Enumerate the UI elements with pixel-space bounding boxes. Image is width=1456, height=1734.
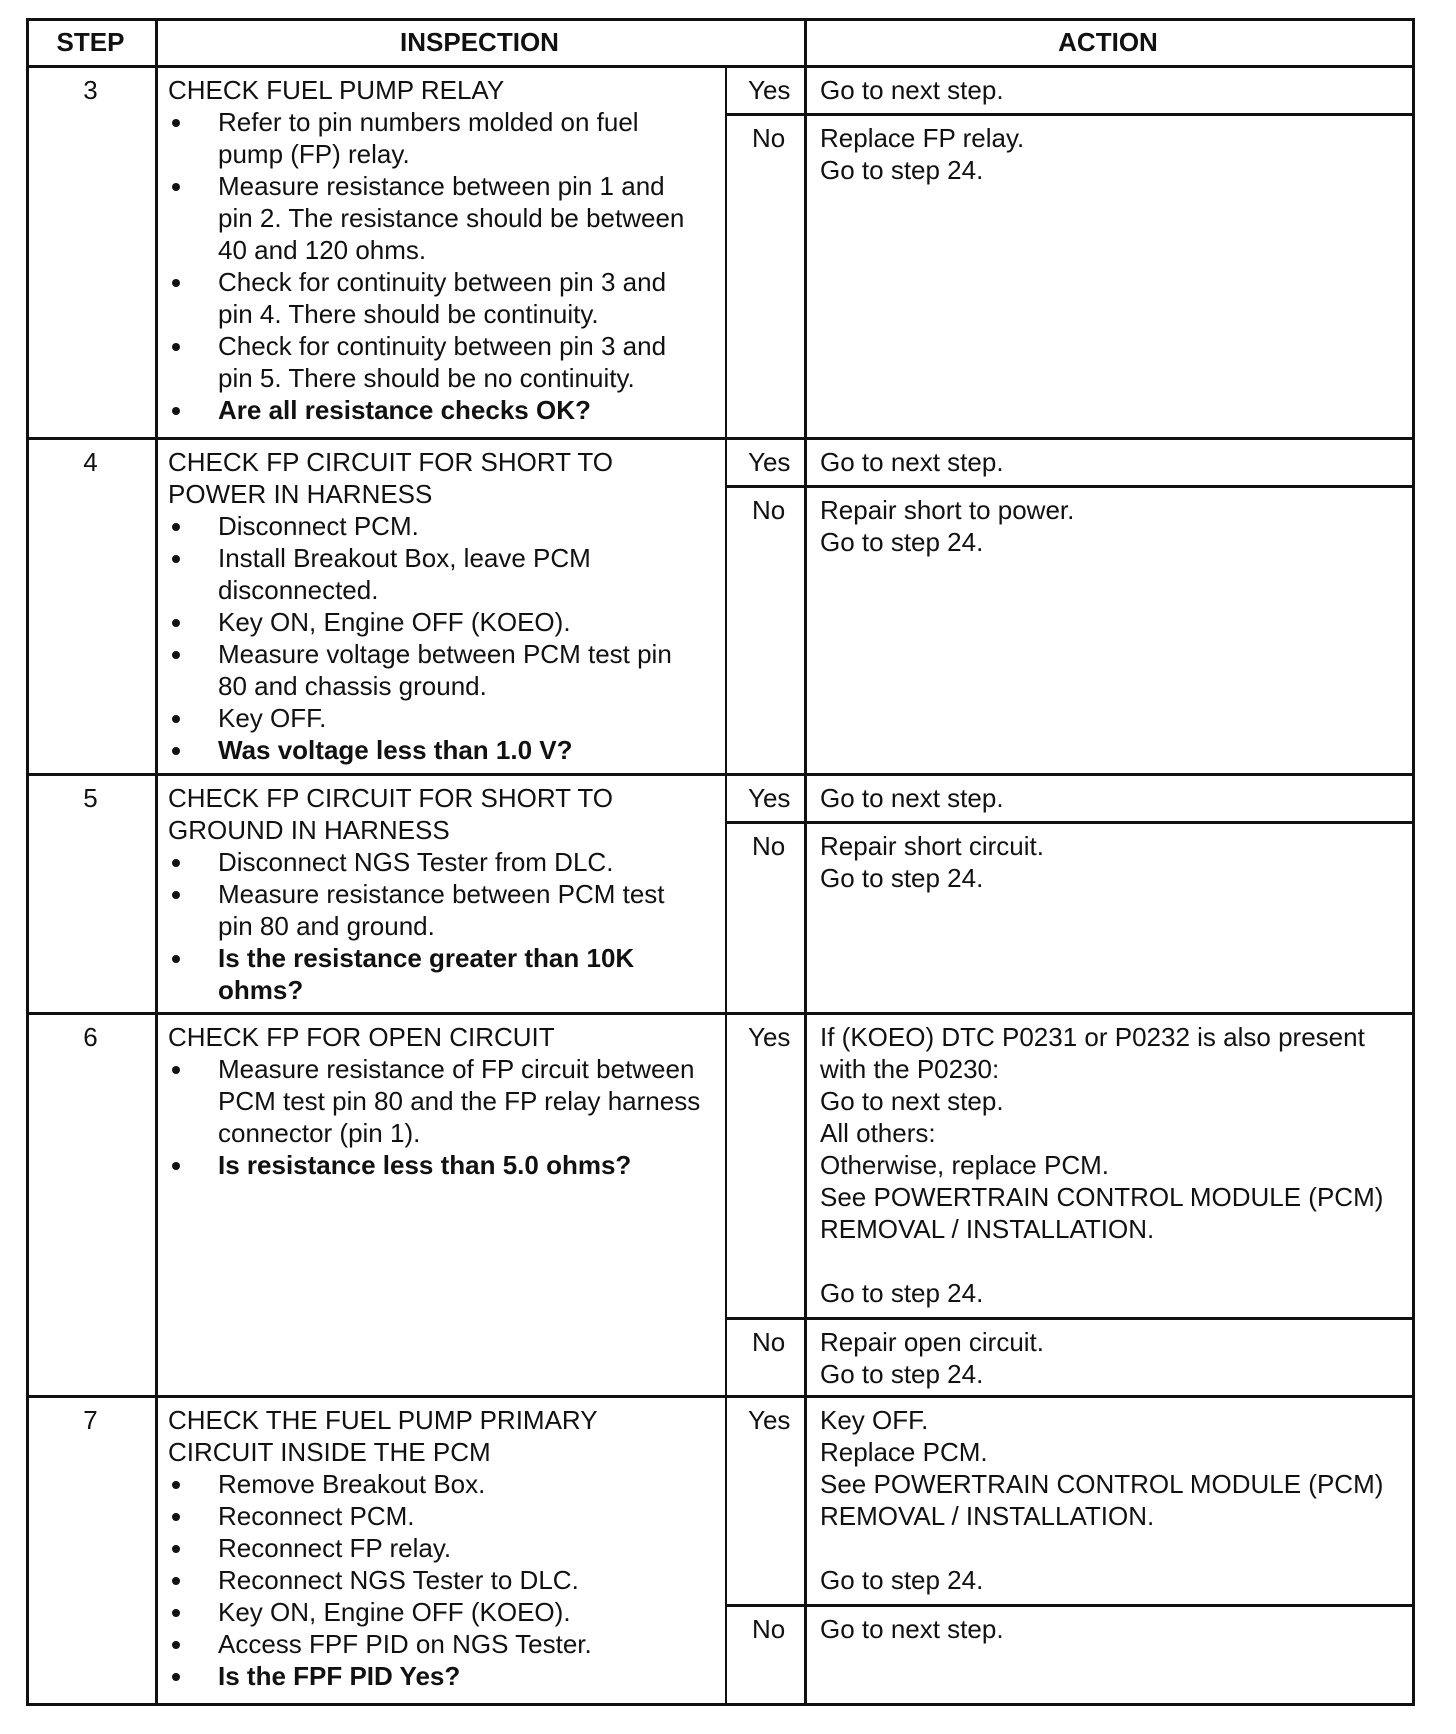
bullet-icon bbox=[172, 1162, 180, 1170]
yes-action: Replace PCM. bbox=[820, 1437, 988, 1467]
step-number: 7 bbox=[83, 1405, 98, 1435]
inspection-step: PCM test pin 80 and the FP relay harness bbox=[218, 1086, 701, 1116]
inspection-step: Measure resistance between PCM test bbox=[218, 879, 665, 909]
inspection-step: pin 4. There should be continuity. bbox=[218, 299, 599, 329]
inspection-step: Check for continuity between pin 3 and bbox=[218, 331, 667, 361]
inspection-step: Measure resistance of FP circuit between bbox=[218, 1054, 695, 1084]
no-label: No bbox=[752, 495, 786, 525]
row-border bbox=[26, 1395, 1414, 1398]
bullet-icon bbox=[172, 407, 180, 415]
table-border-left bbox=[26, 18, 29, 1706]
no-label: No bbox=[752, 1614, 786, 1644]
yes-action: Go to next step. bbox=[820, 1086, 1004, 1116]
header-bottom-border bbox=[26, 65, 1414, 68]
inspection-step: Remove Breakout Box. bbox=[218, 1469, 486, 1499]
inspection-step: Key OFF. bbox=[218, 703, 327, 733]
yes-action: Otherwise, replace PCM. bbox=[820, 1150, 1109, 1180]
inspection-step: Reconnect NGS Tester to DLC. bbox=[218, 1565, 579, 1595]
inspection-title: CHECK THE FUEL PUMP PRIMARY bbox=[168, 1405, 598, 1435]
inspection-title: CHECK FUEL PUMP RELAY bbox=[168, 75, 505, 105]
inspection-title: CHECK FP CIRCUIT FOR SHORT TO bbox=[168, 783, 613, 813]
yes-no-column-divider bbox=[725, 1396, 727, 1704]
table-border-right bbox=[1412, 18, 1415, 1706]
row-border bbox=[26, 1703, 1414, 1706]
yes-label: Yes bbox=[748, 783, 791, 813]
step-number: 5 bbox=[83, 783, 98, 813]
bullet-icon bbox=[172, 747, 180, 755]
bullet-icon bbox=[172, 555, 180, 563]
no-action: Replace FP relay. bbox=[820, 123, 1025, 153]
action-column-divider bbox=[804, 18, 807, 1706]
step-column-divider bbox=[155, 18, 158, 1706]
yes-action: REMOVAL / INSTALLATION. bbox=[820, 1214, 1155, 1244]
inspection-step: 40 and 120 ohms. bbox=[218, 235, 427, 265]
yes-action: Go to next step. bbox=[820, 75, 1004, 105]
inspection-step: disconnected. bbox=[218, 575, 379, 605]
yes-label: Yes bbox=[748, 75, 791, 105]
yes-action: with the P0230: bbox=[820, 1054, 1000, 1084]
yes-action: Go to next step. bbox=[820, 783, 1004, 813]
inspection-step: Check for continuity between pin 3 and bbox=[218, 267, 667, 297]
bullet-icon bbox=[172, 715, 180, 723]
inspection-step: Reconnect FP relay. bbox=[218, 1533, 452, 1563]
inspection-step: Disconnect PCM. bbox=[218, 511, 419, 541]
bullet-icon bbox=[172, 1673, 180, 1681]
yes-no-split bbox=[725, 485, 1414, 488]
yes-action: If (KOEO) DTC P0231 or P0232 is also present bbox=[820, 1022, 1365, 1052]
bullet-icon bbox=[172, 891, 180, 899]
inspection-question: ohms? bbox=[218, 975, 304, 1005]
bullet-icon bbox=[172, 1481, 180, 1489]
bullet-icon bbox=[172, 119, 180, 127]
no-action: Go to step 24. bbox=[820, 1359, 984, 1389]
inspection-step: connector (pin 1). bbox=[218, 1118, 421, 1148]
bullet-icon bbox=[172, 1577, 180, 1585]
inspection-step: Disconnect NGS Tester from DLC. bbox=[218, 847, 614, 877]
inspection-step: pin 80 and ground. bbox=[218, 911, 435, 941]
step-number: 6 bbox=[83, 1022, 98, 1052]
no-action: Go to step 24. bbox=[820, 155, 984, 185]
yes-action: See POWERTRAIN CONTROL MODULE (PCM) bbox=[820, 1182, 1384, 1212]
inspection-step: Install Breakout Box, leave PCM bbox=[218, 543, 591, 573]
yes-action: Go to step 24. bbox=[820, 1565, 984, 1595]
row-border bbox=[26, 437, 1414, 440]
inspection-title: GROUND IN HARNESS bbox=[168, 815, 450, 845]
no-action: Go to next step. bbox=[820, 1614, 1004, 1644]
yes-action: Go to step 24. bbox=[820, 1278, 984, 1308]
no-action: Repair short circuit. bbox=[820, 831, 1044, 861]
inspection-step: Measure resistance between pin 1 and bbox=[218, 171, 665, 201]
yes-no-column-divider bbox=[725, 66, 727, 438]
header-inspection: INSPECTION bbox=[400, 27, 559, 57]
no-action: Go to step 24. bbox=[820, 527, 984, 557]
row-border bbox=[26, 1012, 1414, 1015]
no-label: No bbox=[752, 123, 786, 153]
yes-label: Yes bbox=[748, 447, 791, 477]
bullet-icon bbox=[172, 523, 180, 531]
yes-action: Go to next step. bbox=[820, 447, 1004, 477]
header-step: STEP bbox=[56, 27, 125, 57]
yes-no-split bbox=[725, 113, 1414, 116]
inspection-step: pin 5. There should be no continuity. bbox=[218, 363, 635, 393]
inspection-step: Measure voltage between PCM test pin bbox=[218, 639, 672, 669]
bullet-icon bbox=[172, 651, 180, 659]
step-number: 3 bbox=[83, 75, 98, 105]
bullet-icon bbox=[172, 955, 180, 963]
no-label: No bbox=[752, 1327, 786, 1357]
yes-no-split bbox=[725, 821, 1414, 824]
yes-label: Yes bbox=[748, 1405, 791, 1435]
inspection-question: Was voltage less than 1.0 V? bbox=[218, 735, 573, 765]
yes-no-column-divider bbox=[725, 774, 727, 1013]
inspection-step: 80 and chassis ground. bbox=[218, 671, 487, 701]
inspection-title: CIRCUIT INSIDE THE PCM bbox=[168, 1437, 491, 1467]
bullet-icon bbox=[172, 859, 180, 867]
inspection-step: Reconnect PCM. bbox=[218, 1501, 415, 1531]
bullet-icon bbox=[172, 1609, 180, 1617]
inspection-step: Refer to pin numbers molded on fuel bbox=[218, 107, 639, 137]
inspection-step: Key ON, Engine OFF (KOEO). bbox=[218, 1597, 571, 1627]
yes-action: REMOVAL / INSTALLATION. bbox=[820, 1501, 1155, 1531]
inspection-step: pump (FP) relay. bbox=[218, 139, 410, 169]
yes-action: Key OFF. bbox=[820, 1405, 929, 1435]
bullet-icon bbox=[172, 619, 180, 627]
bullet-icon bbox=[172, 1066, 180, 1074]
inspection-step: pin 2. The resistance should be between bbox=[218, 203, 685, 233]
header-action: ACTION bbox=[1058, 27, 1158, 57]
yes-no-split bbox=[725, 1317, 1414, 1320]
inspection-title: POWER IN HARNESS bbox=[168, 479, 433, 509]
yes-label: Yes bbox=[748, 1022, 791, 1052]
inspection-step: Key ON, Engine OFF (KOEO). bbox=[218, 607, 571, 637]
no-action: Repair open circuit. bbox=[820, 1327, 1044, 1357]
bullet-icon bbox=[172, 1545, 180, 1553]
no-action: Go to step 24. bbox=[820, 863, 984, 893]
no-action: Repair short to power. bbox=[820, 495, 1075, 525]
inspection-title: CHECK FP CIRCUIT FOR SHORT TO bbox=[168, 447, 613, 477]
bullet-icon bbox=[172, 1641, 180, 1649]
yes-no-column-divider bbox=[725, 1013, 727, 1396]
yes-action: See POWERTRAIN CONTROL MODULE (PCM) bbox=[820, 1469, 1384, 1499]
inspection-title: CHECK FP FOR OPEN CIRCUIT bbox=[168, 1022, 555, 1052]
bullet-icon bbox=[172, 279, 180, 287]
bullet-icon bbox=[172, 343, 180, 351]
yes-action: All others: bbox=[820, 1118, 936, 1148]
yes-no-split bbox=[725, 1604, 1414, 1607]
bullet-icon bbox=[172, 183, 180, 191]
inspection-question: Is resistance less than 5.0 ohms? bbox=[218, 1150, 632, 1180]
no-label: No bbox=[752, 831, 786, 861]
row-border bbox=[26, 773, 1414, 776]
bullet-icon bbox=[172, 1513, 180, 1521]
step-number: 4 bbox=[83, 447, 98, 477]
table-border-top bbox=[26, 18, 1414, 21]
inspection-question: Is the FPF PID Yes? bbox=[218, 1661, 461, 1691]
inspection-question: Are all resistance checks OK? bbox=[218, 395, 591, 425]
yes-no-column-divider bbox=[725, 438, 727, 774]
inspection-step: Access FPF PID on NGS Tester. bbox=[218, 1629, 592, 1659]
inspection-question: Is the resistance greater than 10K bbox=[218, 943, 635, 973]
